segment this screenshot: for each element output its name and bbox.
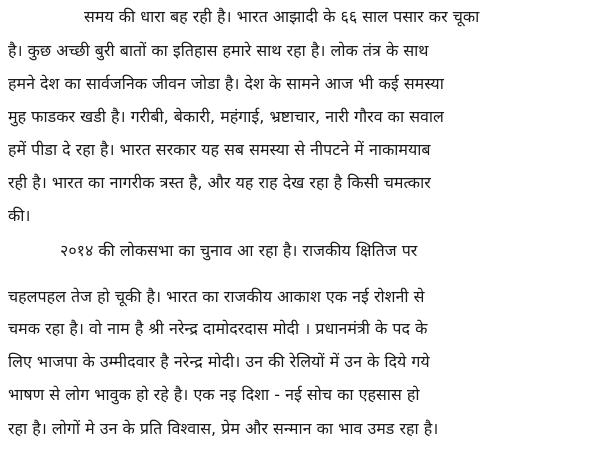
paragraph1-line1: समय की धारा बह रही है। भारत आझादी के ६६ साल पसार कर चूका	[84, 7, 480, 26]
paragraph2-line1: २०१४ की लोकसभा का चुनाव आ रहा है। राजकीय क्षितिज पर	[60, 241, 418, 260]
paragraph2-line6: रहा है। लोगों मे उन के प्रति विश्वास, प्रेम और सन्मान का भाव उमड रहा है।	[8, 419, 439, 438]
paragraph1-line5: हमें पीडा दे रहा है। भारत सरकार यह सब समस्या से नीपटने में नाकामयाब	[8, 140, 431, 159]
paragraph1-line7: की।	[8, 206, 31, 225]
paragraph2-line2: चहलपहल तेज हो चूकी है। भारत का राजकीय आकाश एक नई रोशनी से	[8, 287, 425, 306]
paragraph2-line4: लिए भाजपा के उम्मीदवार है नरेन्द्र मोदी। उन की रेलियों में उन के दिये गये	[8, 352, 430, 371]
paragraph1-line3: हमने देश का सार्वजनिक जीवन जोडा है। देश के सामने आज भी कई समस्या	[8, 74, 444, 93]
paragraph2-line5: भाषण से लोग भावुक हो रहे है। एक नइ दिशा - नई सोच का एहसास हो	[8, 385, 420, 404]
paragraph2-line3: चमक रहा है। वो नाम है श्री नरेन्द्र दामोदरदास मोदी । प्रधानमंत्री के पद के	[8, 319, 428, 338]
paragraph1-line4: मुह फाडकर खडी है। गरीबी, बेकारी, महंगाई, भ्रष्टाचार, नारी गौरव का सवाल	[8, 107, 444, 126]
paragraph1-line6: रही है। भारत का नागरीक त्रस्त है, और यह राह देख रहा है किसी चमत्कार	[8, 173, 431, 192]
paragraph1-line2: है। कुछ अच्छी बुरी बातों का इतिहास हमारे साथ रहा है। लोक तंत्र के साथ	[8, 41, 429, 60]
